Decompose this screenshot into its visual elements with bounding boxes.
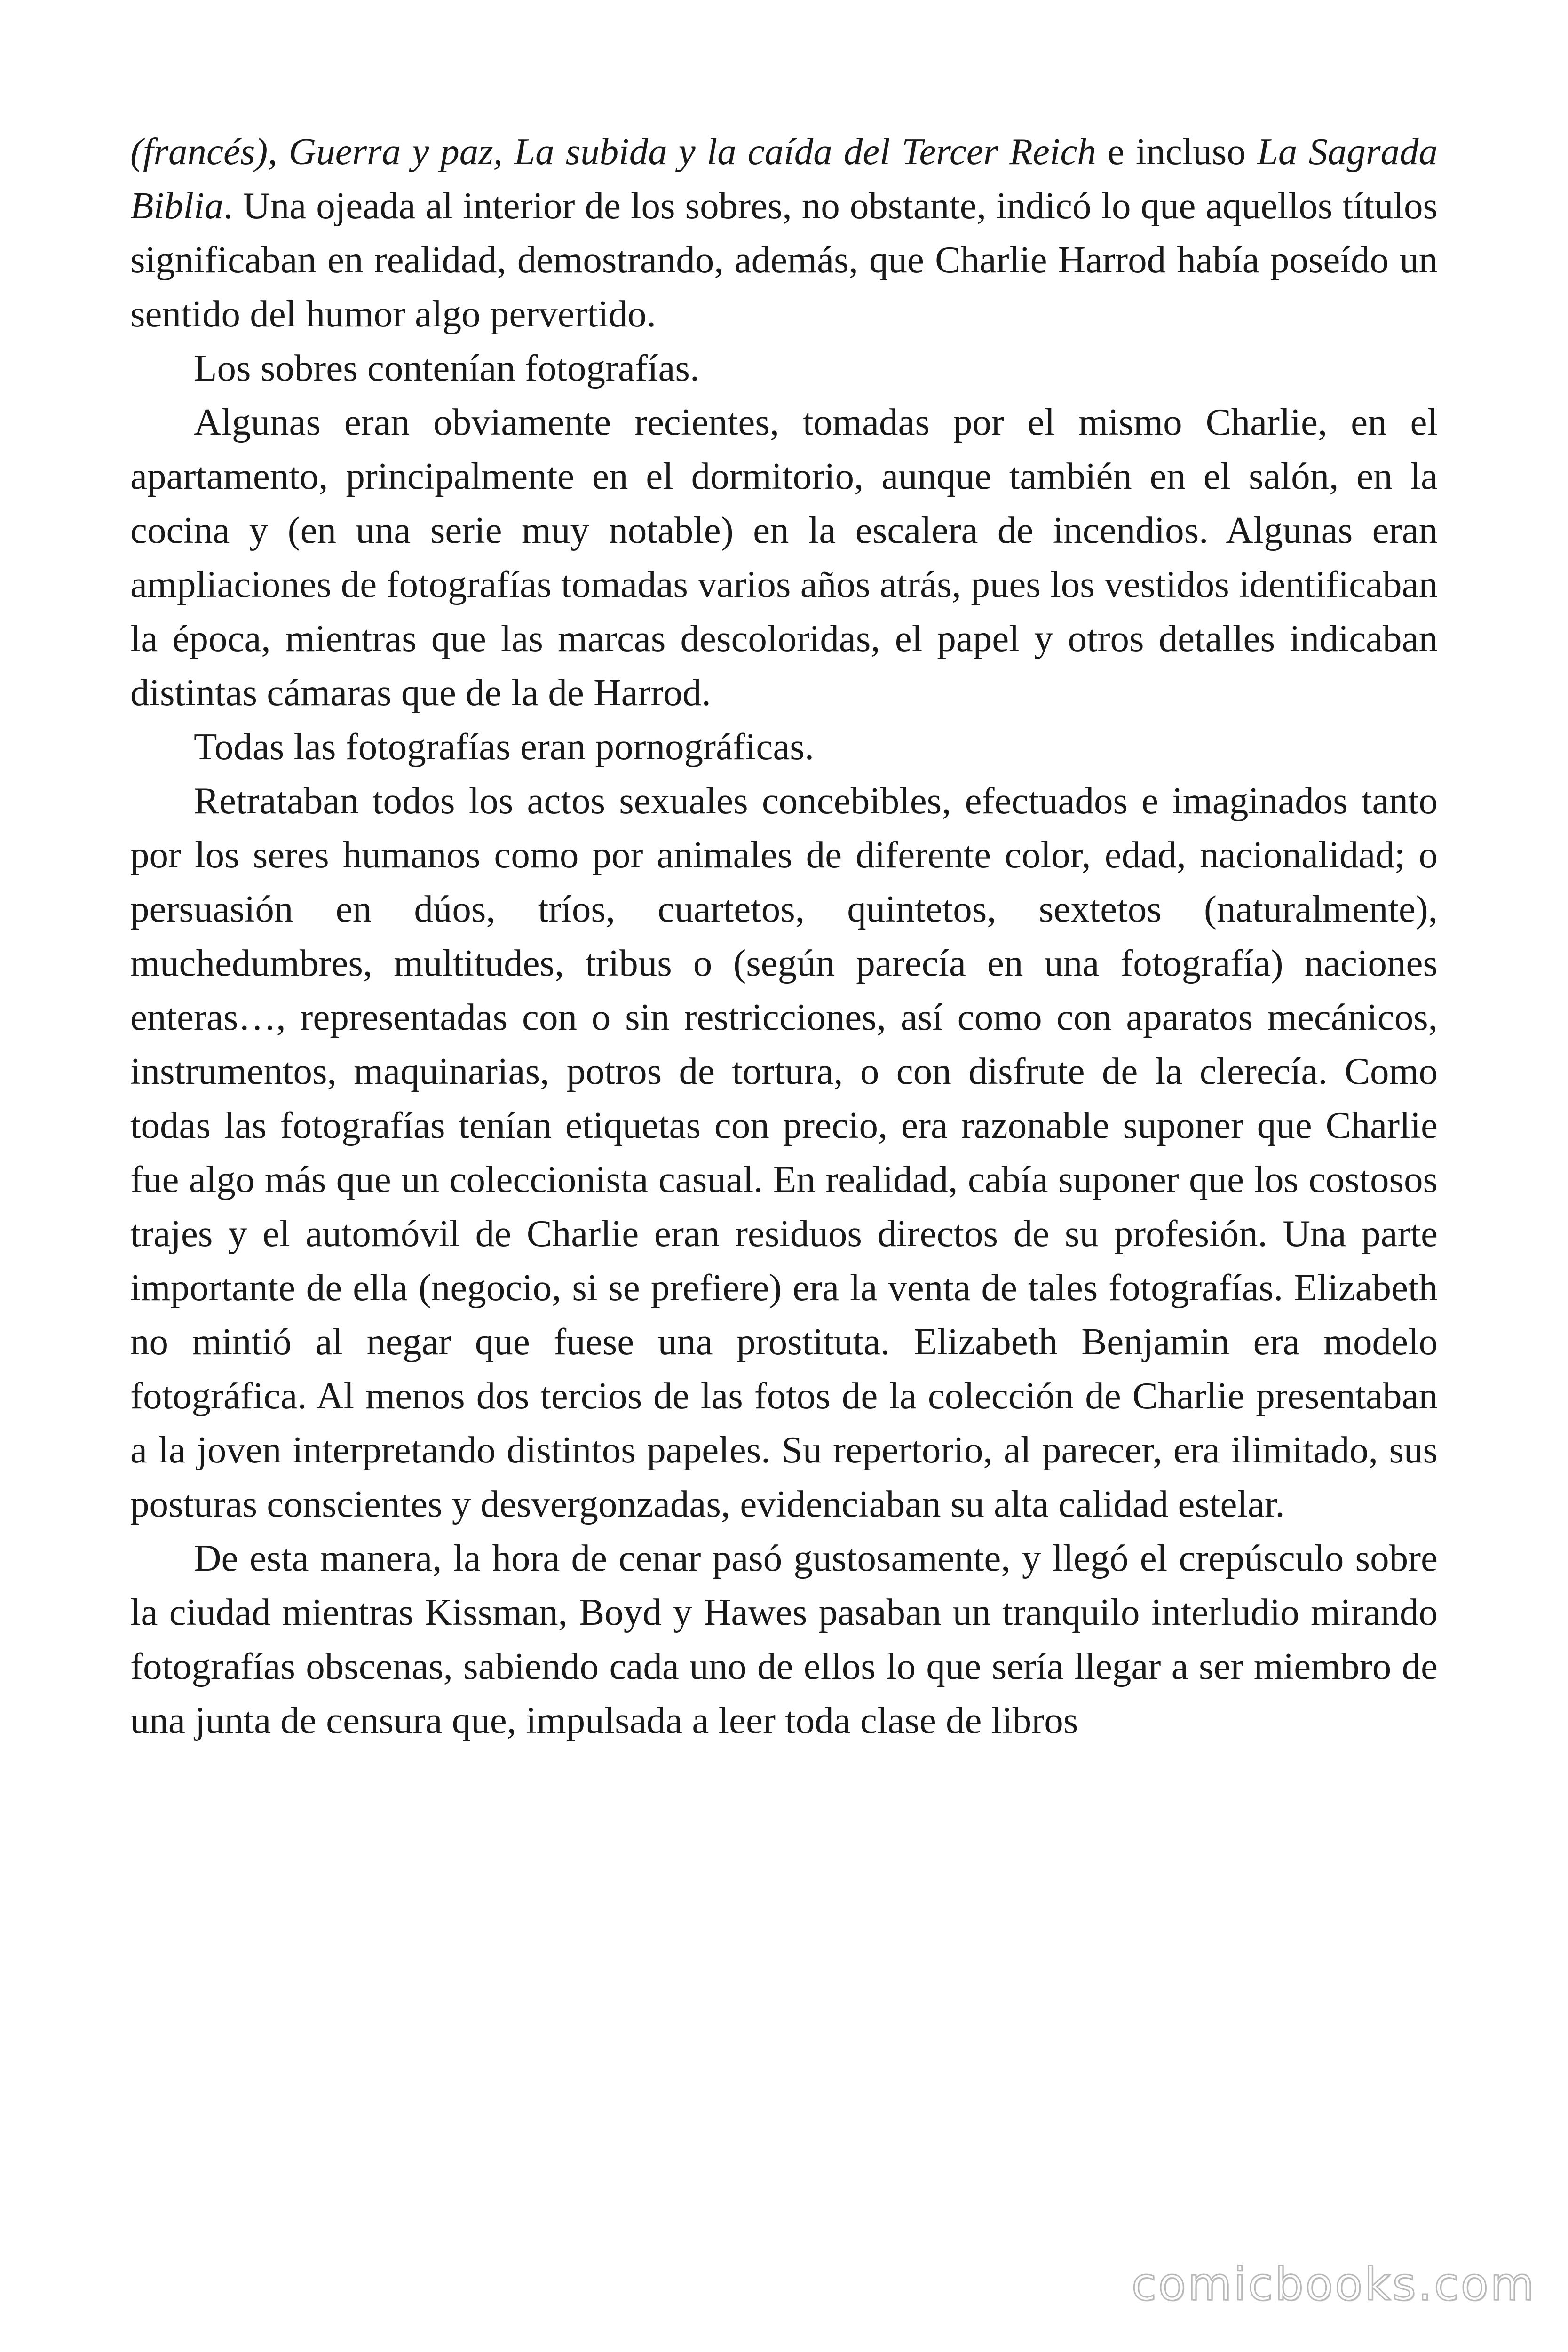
watermark: comicbooks.com — [1131, 2258, 1536, 2311]
book-titles-italic: (francés), Guerra y paz, La subida y la caída del Tercer Reich — [130, 130, 1096, 173]
paragraph-3: Algunas eran obviamente recientes, tomadas por el mismo Charlie, en el apartamento, principalmente en el dormitorio, aunque también en el salón, en la cocina y (en una serie muy notable) en la escalera de incendios. Algunas eran ampliaciones de fotografías tomadas varios años atrás, pues los vestidos identificaban la época, mientras que las marcas descoloridas, el papel y otros detalles indicaban distintas cámaras que de la de Harrod. — [130, 401, 1438, 714]
bible-title-italic: La Sagrada Biblia — [130, 130, 1438, 227]
paragraph-2: Los sobres contenían fotografías. — [194, 347, 700, 389]
paragraph-4: Todas las fotografías eran pornográficas. — [194, 725, 815, 768]
paragraph-1 — [130, 125, 1438, 341]
paragraph-5: Retrataban todos los actos sexuales concebibles, efectuados e imaginados tanto por los seres humanos como por animales de diferente color, edad, nacionalidad; o persuasión en dúos, tríos, cuartetos, quintetos, sextetos (naturalmente), muchedumbres, multitudes, tribus o (según parecía en una fotografía) naciones enteras…, representadas con o sin restricciones, así como con aparatos mecánicos, instrumentos, maquinarias, potros de tortura, o con disfrute de la clerecía. Como todas las fotografías tenían etiquetas con precio, era razonable suponer que Charlie fue algo más que un coleccionista casual. En realidad, cabía suponer que los costosos trajes y el automóvil de Charlie eran residuos directos de su profesión. Una parte importante de ella (negocio, si se prefiere) era la venta de tales fotografías. Elizabeth no mintió al negar que fuese una prostituta. Elizabeth Benjamin era modelo fotográfica. Al menos dos tercios de las fotos de la colección de Charlie presentaban a la joven interpretando distintos papeles. Su repertorio, al parecer, era ilimitado, sus posturas conscientes y desvergonzadas, evidenciaban su alta calidad estelar. — [130, 779, 1438, 1525]
paragraph-6: De esta manera, la hora de cenar pasó gustosamente, y llegó el crepúsculo sobre la ciudad mientras Kissman, Boyd y Hawes pasaban un tranquilo interludio mirando fotografías obscenas, sabiendo cada uno de ellos lo que sería llegar a ser miembro de una junta de censura que, impulsada a leer toda clase de libros — [130, 1537, 1438, 1741]
paragraph-1-text-a: e incluso — [1096, 130, 1257, 173]
paragraph-1-text-b: . Una ojeada al interior de los sobres, no obstante, indicó lo que aquellos títulos significaban en realidad, demostrando, además, que Charlie Harrod había poseído un sentido del humor algo pervertido. — [130, 184, 1438, 335]
document-page — [130, 125, 1438, 1748]
